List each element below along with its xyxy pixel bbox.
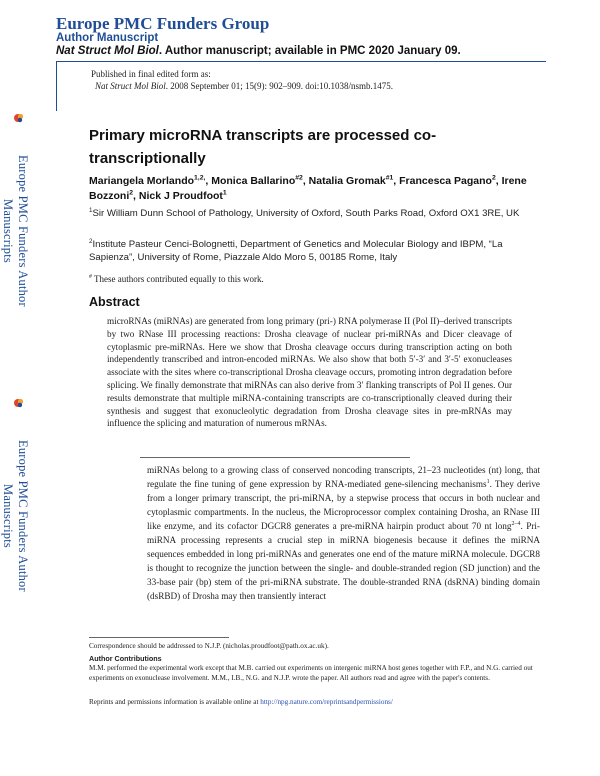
- affiliation-1: [89, 207, 549, 220]
- author-affiliation-sup: 1: [222, 189, 227, 197]
- reprints-note: [89, 698, 544, 707]
- author-name: Nick J Proudfoot: [138, 190, 223, 202]
- equal-note-text: These authors contributed equally to this work.: [94, 274, 264, 284]
- equal-contribution-note: [89, 274, 264, 284]
- sidebar-label-top: Europe PMC Funders Author Manuscripts: [1, 155, 30, 307]
- published-citation-rest: . 2008 September 01; 15(9): 902–909. doi:10.1038/nsmb.1475.: [165, 81, 393, 91]
- abstract-text: microRNAs (miRNAs) are generated from long primary (pri-) RNA polymerase II (Pol II)–derived transcripts by two RNase III processing reactions: Drosha cleavage of nuclear pri-miRNAs and Dicer cleavage of cytoplasmic pre-miRNAs. Here we show that Drosha cleavage occurs during transcription acting on both independently transcribed and intron-encoded miRNAs. We also show that both 5′-3′ and 3′-5′ exonucleases associate with the sites where co-transcriptional Drosha cleavage occurs, promoting intron degradation before splicing. We finally demonstrate that miRNAs can also derive from 3′ flanking transcripts of Pol II genes. Our results demonstrate that multiple miRNA-containing transcripts are co-transcriptionally cleaved during their synthesis and suggest that exonucleolytic degradation from Drosha cleavage sites in pre-mRNAs may influence the splicing and maturation of numerous mRNAs.: [107, 316, 513, 429]
- contributions-heading: Author Contributions: [89, 654, 162, 663]
- author-list: Mariangela Morlando$^{1,2,}$, Monica Ballarino$^{\#2}$, Natalia Gromak$^{\#1}$, Francesca Pagano$^2$, Irene Bozzoni$^2$, Nick J Proudfoot$^1$: [89, 174, 527, 202]
- author-name: Francesca Pagano: [399, 175, 492, 187]
- contributions-text: M.M. performed the experimental work except that M.B. carried out experiments on intergenic miRNA host genes together with F.P., and N.G. carried out experiments on exonuclease involvement. M.M., I.B., N.G. and N.J.P. wrote the paper. All authors read and agree with the paper's contents.: [89, 664, 533, 682]
- author-affiliation-sup: 1,2,: [194, 174, 206, 182]
- affiliation-number: 2: [89, 237, 93, 245]
- affiliation-text: Sir William Dunn School of Pathology, University of Oxford, South Parks Road, Oxford OX1 3RE, UK: [92, 208, 520, 219]
- reprints-text: Reprints and permissions information is available online at: [89, 698, 261, 706]
- affiliation-number: 1: [89, 206, 93, 214]
- published-in-note: [91, 68, 393, 92]
- body-paragraph: [147, 463, 540, 603]
- section-divider: [140, 457, 410, 458]
- author-affiliation-sup: #2: [295, 174, 303, 182]
- citation-ref: 1: [486, 478, 490, 485]
- sidebar-label-bottom: Europe PMC Funders Author Manuscripts: [1, 440, 30, 592]
- article-title: Primary microRNA transcripts are processed co-transcriptionally: [89, 127, 437, 167]
- author-name: Mariangela Morlando: [89, 175, 195, 187]
- citation-ref: 2–4: [511, 520, 521, 527]
- header-rule: [56, 61, 546, 62]
- europe-pmc-logo-icon: [14, 113, 24, 123]
- author-name: Monica Ballarino: [211, 175, 296, 187]
- header-vertical-rule: [56, 61, 57, 111]
- affiliation-text: Institute Pasteur Cenci-Bolognetti, Department of Genetics and Molecular Biology and IBPM, “La Sapienza”, University of Rome, Piazzale Aldo Moro 5, 00185 Rome, Italy: [89, 239, 503, 263]
- equal-note-symbol: #: [89, 274, 92, 280]
- author-name: Natalia Gromak: [308, 175, 386, 187]
- author-manuscript-label: Author Manuscript: [56, 32, 159, 44]
- availability-text: . Author manuscript; available in PMC 2020 January 09.: [158, 45, 461, 57]
- body-text-1: miRNAs belong to a growing class of conserved noncoding transcripts, 21–23 nucleotides (nt) long, that regulate the fine tuning of gene expression by RNA-mediated gene-silencing mechanisms: [147, 465, 540, 489]
- author-name: Irene Bozzoni: [89, 175, 527, 202]
- author-affiliation-sup: 2: [129, 189, 134, 197]
- author-affiliation-sup: #1: [385, 174, 394, 182]
- affiliation-2: [89, 238, 549, 264]
- published-label: Published in final edited form as:: [91, 69, 211, 79]
- body-text-3: . Pri-miRNA processing represents a crucial step in miRNA biogenesis because it defines the miRNA sequences embedded in long pri-miRNAs and generates one end of the mature miRNA molecule. DGCR8 is thought to recognize the junction between the single- and double-stranded region (SD junction) and the 33-base pair (bp) stem of the pri-miRNA substrate. The double-stranded RNA (dsRNA) binding domain (dsRBD) of Drosha may then transiently interact: [147, 521, 540, 601]
- published-journal: Nat Struct Mol Biol: [95, 81, 166, 91]
- journal-availability: [56, 45, 461, 57]
- abstract-heading: Abstract: [89, 295, 140, 309]
- journal-name: Nat Struct Mol Biol: [56, 45, 159, 57]
- correspondence-note: Correspondence should be addressed to N.J.P. (nicholas.proudfoot@path.ox.ac.uk).: [89, 642, 329, 650]
- body-text-2: . They derive from a longer primary transcript, the pri-miRNA, by a stepwise process that occurs in both nuclear and cytoplasmic compartments. In the nucleus, the Microprocessor complex containing Drosha, an RNase III like enzyme, and its cofactor DGCR8 generates a pre-miRNA hairpin product about 70 nt long: [147, 479, 541, 531]
- funders-group-title: Europe PMC Funders Group: [56, 14, 270, 33]
- europe-pmc-logo-icon-2: [14, 398, 24, 408]
- published-citation: [91, 80, 393, 92]
- author-affiliation-sup: 2: [491, 174, 496, 182]
- reprints-link[interactable]: http://npg.nature.com/reprintsandpermissions/: [260, 698, 393, 706]
- footnote-rule: [89, 637, 229, 638]
- author-contributions: [89, 654, 544, 683]
